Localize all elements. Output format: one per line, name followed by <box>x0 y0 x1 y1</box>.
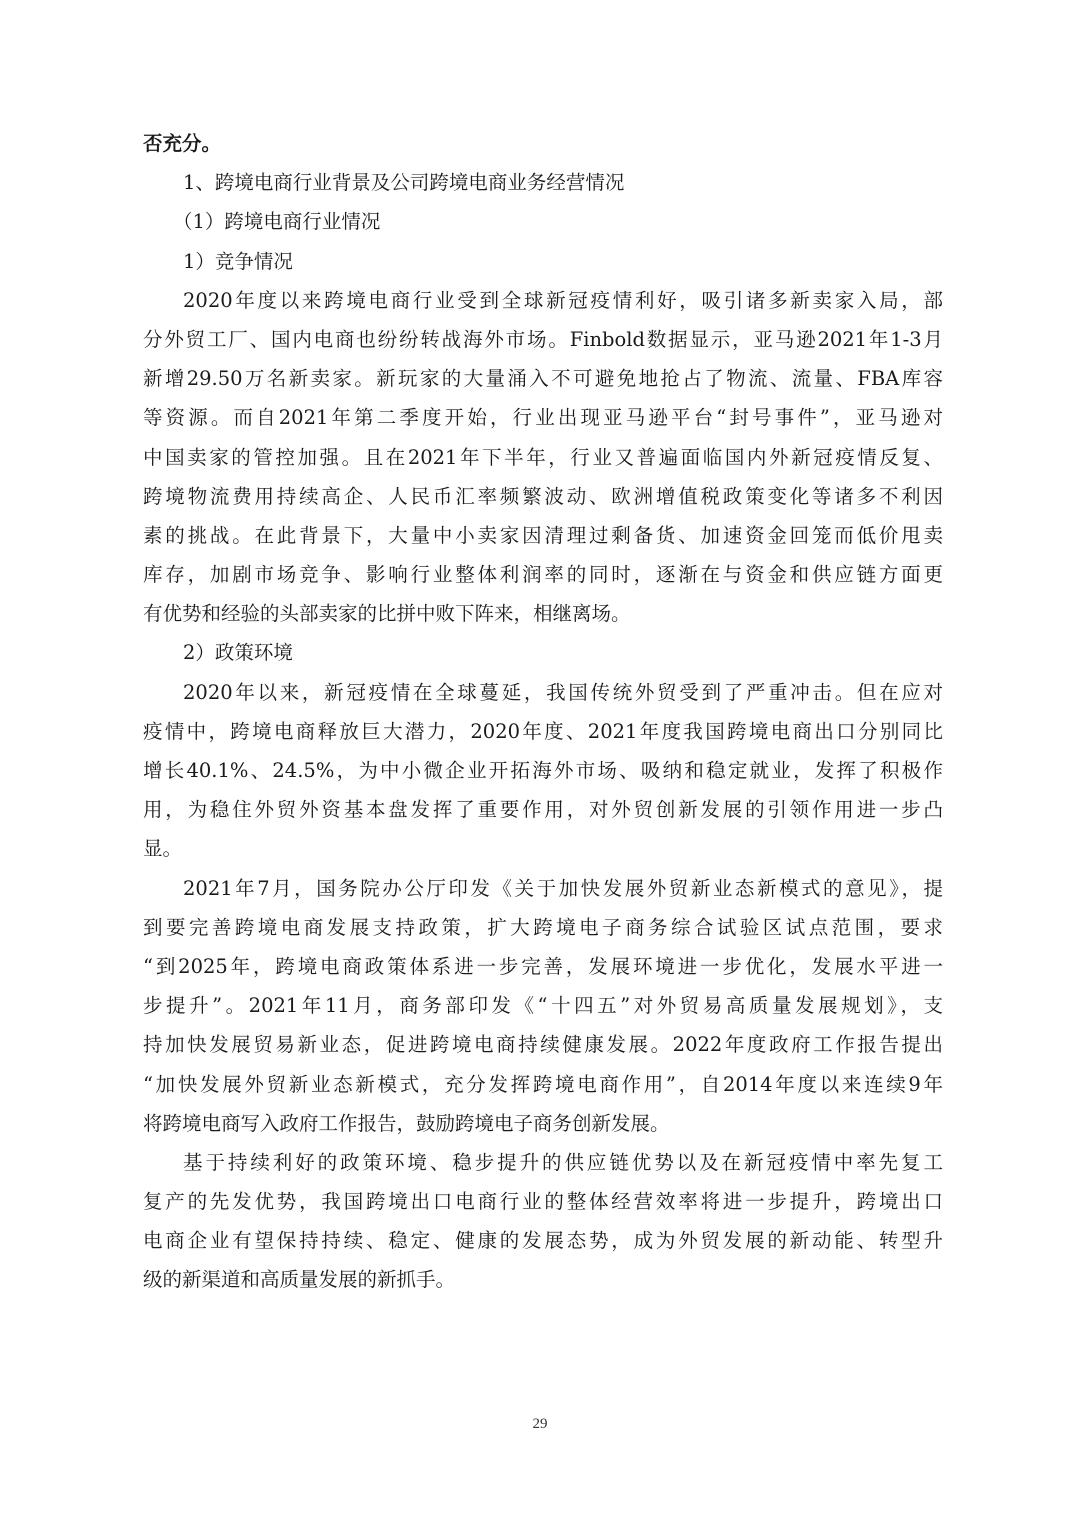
text-line: 等资源。而自2021年第二季度开始，行业出现亚马逊平台“封号事件”，亚马逊对 <box>143 406 943 430</box>
text-line: 将跨境电商写入政府工作报告，鼓励跨境电子商务创新发展。 <box>143 1111 670 1135</box>
text-line: 到要完善跨境电商发展支持政策，扩大跨境电子商务综合试验区试点范围，要求 <box>143 915 943 939</box>
text-line: 新增29.50万名新卖家。新玩家的大量涌入不可避免地抢占了物流、流量、FBA库容 <box>143 367 943 391</box>
text-line: 2）政策环境 <box>183 641 293 665</box>
text-line: 复产的先发优势，我国跨境出口电商行业的整体经营效率将进一步提升，跨境出口 <box>143 1190 943 1214</box>
text-line: 分外贸工厂、国内电商也纷纷转战海外市场。Finbold数据显示，亚马逊2021年1-3月 <box>143 327 943 351</box>
text-line: 有优势和经验的头部卖家的比拼中败下阵来，相继离场。 <box>143 602 631 626</box>
text-line: 疫情中，跨境电商释放巨大潜力，2020年度、2021年度我国跨境电商出口分别同比 <box>143 719 943 743</box>
text-line: “加快发展外贸新业态新模式，充分发挥跨境电商作用”，自2014年度以来连续9年 <box>143 1072 943 1096</box>
text-line: 基于持续利好的政策环境、稳步提升的供应链优势以及在新冠疫情中率先复工 <box>183 1150 943 1174</box>
body-text <box>143 124 943 1300</box>
text-line: “到2025年，跨境电商政策体系进一步完善，发展环境进一步优化，发展水平进一 <box>143 954 943 978</box>
text-line: （1）跨境电商行业情况 <box>173 210 381 234</box>
text-line: 1）竞争情况 <box>183 249 293 273</box>
text-line: 跨境物流费用持续高企、人民币汇率频繁波动、欧洲增值税政策变化等诸多不利因 <box>143 484 943 508</box>
text-line: 2021年7月，国务院办公厅印发《关于加快发展外贸新业态新模式的意见》，提 <box>183 876 943 900</box>
text-line: 2020年以来，新冠疫情在全球蔓延，我国传统外贸受到了严重冲击。但在应对 <box>183 680 943 704</box>
text-line: 步提升”。2021年11月，商务部印发《“十四五”对外贸易高质量发展规划》，支 <box>143 994 943 1018</box>
text-line: 级的新渠道和高质量发展的新抓手。 <box>143 1268 456 1292</box>
text-line: 用，为稳住外贸外资基本盘发挥了重要作用，对外贸创新发展的引领作用进一步凸 <box>143 798 943 822</box>
text-line: 库存，加剧市场竞争、影响行业整体利润率的同时，逐渐在与资金和供应链方面更 <box>143 563 943 587</box>
text-line: 1、跨境电商行业背景及公司跨境电商业务经营情况 <box>183 171 625 195</box>
text-line: 电商企业有望保持持续、稳定、健康的发展态势，成为外贸发展的新动能、转型升 <box>143 1229 943 1253</box>
text-line: 2020年度以来跨境电商行业受到全球新冠疫情利好，吸引诸多新卖家入局，部 <box>183 288 943 312</box>
page-number: 29 <box>532 1416 548 1432</box>
text-line: 增长40.1%、24.5%，为中小微企业开拓海外市场、吸纳和稳定就业，发挥了积极作 <box>143 759 943 782</box>
text-line: 显。 <box>143 837 183 861</box>
continued-sentence: 否充分。 <box>143 132 222 155</box>
text-line: 素的挑战。在此背景下，大量中小卖家因清理过剩备货、加速资金回笼而低价甩卖 <box>143 523 943 547</box>
text-line: 持加快发展贸易新业态，促进跨境电商持续健康发展。2022年度政府工作报告提出 <box>143 1033 943 1057</box>
text-line: 中国卖家的管控加强。且在2021年下半年，行业又普遍面临国内外新冠疫情反复、 <box>143 445 943 469</box>
